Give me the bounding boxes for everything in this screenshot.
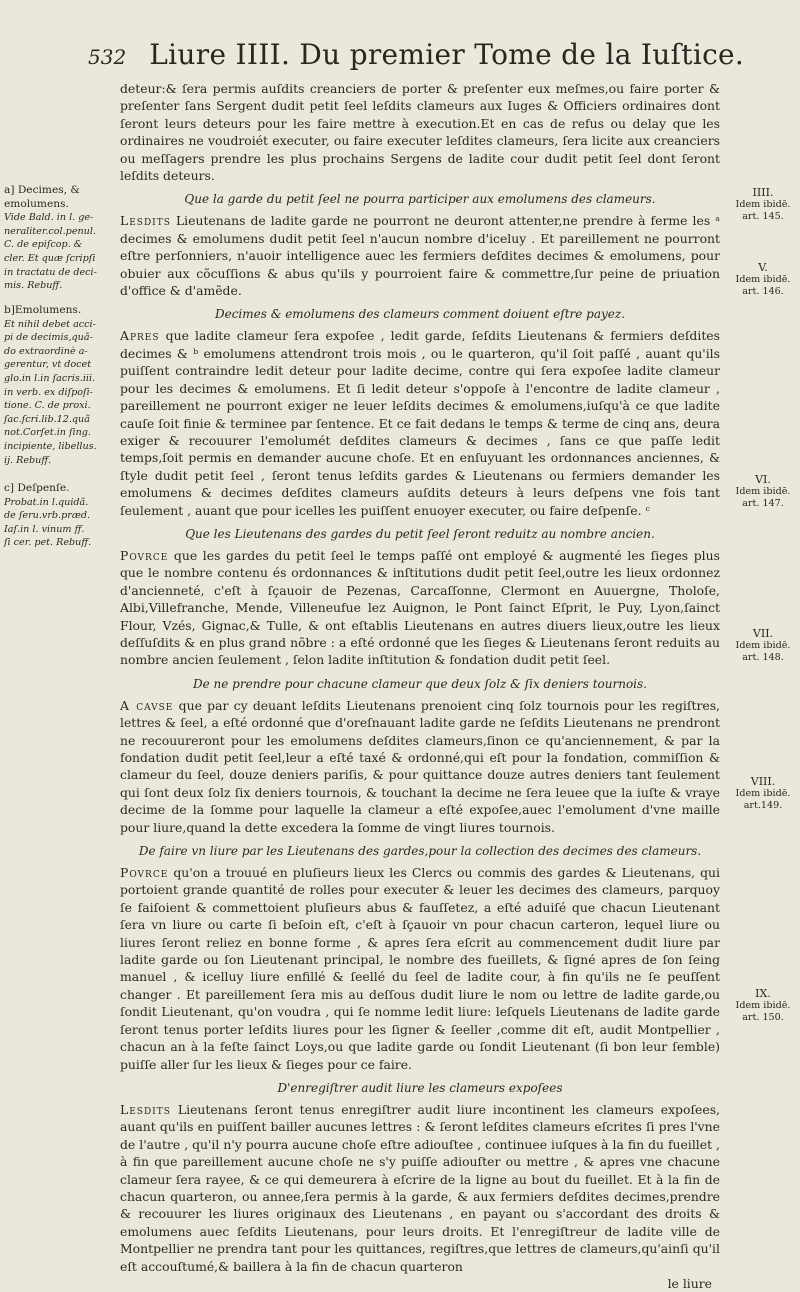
note-line: ſac.ſcri.lib.12.quã	[4, 413, 90, 425]
note-line: ſi cer. pet. Rebuff.	[4, 537, 92, 549]
paragraph	[120, 212, 720, 299]
note-line: in tractatu de deci-	[4, 266, 97, 278]
article-id: art. 146.	[742, 286, 784, 297]
article-number: VIII.	[750, 775, 776, 788]
section-heading: De faire vn liure par les Lieutenans des gardes,pour la collection des decimes des clameurs.	[138, 844, 702, 859]
note-line: de ſeru.vrb.præd.	[4, 510, 91, 522]
initial-word: Apres	[120, 328, 160, 344]
note-line: Et nihil debet acci-	[4, 318, 96, 330]
initial-word: Povrce	[120, 547, 169, 563]
folio-number: 532	[88, 45, 127, 69]
article-id: art. 145.	[742, 211, 784, 222]
paragraph-text: Lieutenans de ladite garde ne pourront ne deuront attenter,ne prendre à ferme les ᵃ decimes & emolumens dudit petit ſeel n'aucun nombre d'iceluy . Et pareillement ne pourront eſtre perſonniers, n'auoir intelligence auec les fermiers deſdites decimes & emolumens, pour obuier aux cõcuſſions & abus qu'ils y pourroient faire & commettre,ſur peine de priuation d'office & d'amẽde.	[120, 213, 720, 299]
article-reference	[732, 262, 794, 298]
note-line: gerentur, vt docet	[4, 359, 92, 371]
note-line: do extraordinè a-	[4, 345, 88, 357]
article-number: VII.	[752, 627, 774, 640]
note-line: C. de epiſcop. &	[4, 239, 83, 251]
paragraph-intro: deteur:& ſera permis auſdits creanciers de porter & preſenter eux meſmes,ou faire porter & preſenter ſans Sergent dudit petit ſeel leſdits clameurs aux Iuges & Officiers ordinaires dont ſeront leurs deteurs pour les faire mettre à execution.Et en cas de refus ou delay que les ordinaires ne voudroiét executer, ou faire executer leſdites clameurs, ſera licite aux creanciers ou meſſagers prendre les plus prochains Sergens de ladite cour dudit petit ſeel dont ſeront leſdits deteurs.	[120, 81, 720, 184]
page-header	[88, 38, 745, 78]
margin-note-a	[4, 184, 116, 293]
note-line: cler. Et quæ ſcripſi	[4, 252, 96, 264]
paragraph	[120, 864, 720, 1073]
note-line: c] Deſpenſe.	[4, 482, 70, 494]
article-id: art. 150.	[742, 1012, 784, 1023]
initial-word: Povrce	[120, 865, 169, 881]
note-line: pi de decimis,quã-	[4, 332, 93, 344]
note-line: glo.in l.in ſacris.iii.	[4, 372, 96, 384]
article-number: V.	[758, 261, 768, 274]
note-line: Vide Bald. in l. ge-	[4, 212, 94, 224]
note-line: neraliter.col.penul.	[4, 225, 96, 237]
main-text	[120, 80, 720, 1292]
paragraph	[120, 697, 720, 836]
article-reference	[732, 187, 794, 223]
note-line: not.Corſet.in ſing.	[4, 427, 91, 439]
note-line: a] Decimes, &	[4, 184, 80, 196]
note-line: ij. Rebuff.	[4, 454, 52, 466]
article-number: IX.	[755, 987, 771, 1000]
running-head: Liure IIII. Du premier Tome de la Iuſtice.	[149, 38, 745, 71]
note-line: emolumens.	[4, 197, 69, 210]
paragraph-text: que par cy deuant leſdits Lieutenans prenoient cinq ſolz tournois pour les regiſtres, lettres & ſeel, a eſté ordonné que d'oreſnauant ladite garde ne ſeſdits Lieutenans ne prendront ne recouureront pour les emolumens deſdites clameurs,ſinon ce qu'anciennement, & par la fondation dudit petit ſeel,leur a eſté taxé & ordonné,qui eſt pour la fondation, commiſſion & clameur du ſeel, douze deniers pariſis, & pour quittance douze autres deniers tant ſeulement qui ſont deux ſolz ſix deniers tournois, & touchant la decime ne ſera leuee que la iuſte & vraye decime de la ſomme pour laquelle la clameur a eſté expoſee,auec l'emolument d'vne maille pour liure,quand la dette excedera la ſomme de vingt liures tournois.	[120, 697, 720, 835]
section-heading: D'enregiſtrer audit liure les clameurs expoſees	[277, 1080, 563, 1095]
section-heading: Que les Lieutenans des gardes du petit ſeel ſeront reduitz au nombre ancien.	[185, 526, 655, 541]
initial-word: A cavse	[120, 697, 174, 713]
article-number: VI.	[755, 473, 771, 486]
margin-note-b	[4, 304, 116, 467]
paragraph	[120, 547, 720, 669]
note-line: mis. Rebuff.	[4, 280, 63, 292]
note-line: Iaſ.in l. vinum ff.	[4, 523, 85, 535]
article-source: Idem ibidē.	[735, 1000, 791, 1011]
article-source: Idem ibidē.	[735, 199, 791, 210]
article-number: IIII.	[752, 186, 774, 199]
note-line: Probat.in l.quidã.	[4, 496, 89, 508]
article-id: art. 148.	[742, 652, 784, 663]
note-line: incipiente, libellus.	[4, 440, 97, 452]
section-heading: Que la garde du petit ſeel ne pourra participer aux emolumens des clameurs.	[184, 192, 656, 207]
article-reference	[732, 474, 794, 510]
section-heading: De ne prendre pour chacune clameur que deux ſolz & ſix deniers tournois.	[193, 676, 647, 691]
section-heading: Decimes & emolumens des clameurs comment doiuent eſtre payez.	[214, 307, 626, 322]
article-reference	[732, 776, 794, 812]
article-source: Idem ibidē.	[735, 274, 791, 285]
paragraph	[120, 327, 720, 518]
paragraph	[120, 1101, 720, 1275]
article-source: Idem ibidē.	[735, 486, 791, 497]
initial-word: Lesdits	[120, 213, 171, 229]
paragraph-text: que ladite clameur ſera expoſee , ledit garde, ſeſdits Lieutenans & fermiers deſdites decimes & ᵇ emolumens attendront trois mois , ou le quarteron, qu'il ſoit paſſé , auant qu'ils puiſſent contraindre ledit deteur pour ladite decime, contre qui ſera expoſee ladite clameur pour les decimes & emolumens. Et ſi ledit deteur s'oppoſe à l'encontre de ladite clameur , pareillement ne pourront exiger ne leuer leſdits decimes & emolumens,iuſqu'à ce que ladite cauſe ſoit finie & terminee par ſentence. Et ce fait dedans le temps & terme de cinq ans, deura exiger & recouurer l'emolumét deſdites clameurs & decimes , ſans ce que paſſe ledit temps,ſoit permis en demander aucune choſe. Et en enſuyuant les ordonnances anciennes, & ſtyle dudit petit ſeel , ſeront tenus leſdits gardes & Lieutenans ou fermiers demander les emolumens & decimes deſdites clameurs auſdits deteurs à leurs deſpens vne fois tant ſeulement , auant que pour icelles les puiſſent enuoyer executer, ou faire deſpenſe. ᶜ	[120, 328, 720, 518]
article-id: art. 147.	[742, 498, 784, 509]
paragraph-text: qu'on a trouué en pluſieurs lieux les Clercs ou commis des gardes & Lieutenans, qui portoient grande quantité de rolles pour executer & leuer les decimes des clameurs, parquoy ſe faiſoient & commettoient pluſieurs abus & fauſſetez, a eſté aduiſé que chacun Lieutenant ſera vn liure ou carte ſi beſoin eſt, c'eſt à ſçauoir vn pour chacun carteron, lequel liure ou liures ſeront reliez en bonne forme , & apres ſera eſcrit au commencement dudit liure par ladite garde ou ſon Lieutenant principal, le nombre des fueillets, & ſigné apres de ſon ſeing manuel , & icelluy liure enfillé & ſeellé du ſeel de ladite cour, à fin qu'ils ne ſe peuſſent changer . Et pareillement ſera mis au deſſous dudit liure le nom ou lettre de ladite garde,ou ſondit Lieutenant, qu'on voudra , qui ſe nomme ledit liure: leſquels Lieutenans de ladite garde ſeront tenus porter leſdits liures pour les ſigner & ſeeller ,comme dit eſt, audit Montpellier , chacun an à la feſte ſainct Loys,ou que ladite garde ou ſondit Lieutenant (ſi bon leur ſemble) puiſſe aller ſur les lieux & ſieges pour ce faire.	[120, 865, 720, 1072]
article-source: Idem ibidē.	[735, 788, 791, 799]
article-reference	[732, 988, 794, 1024]
initial-word: Lesdits	[120, 1101, 171, 1117]
paragraph-text: que les gardes du petit ſeel le temps paſſé ont employé & augmenté les ſieges plus que le nombre contenu és ordonnances & inſtitutions dudit petit ſeel,outre les lieux ordonnez d'ancienneté, c'eſt à ſçauoir de Pezenas, Carcaſſonne, Clermont en Auuergne, Tholoſe, Albi,Villefranche, Mende, Villeneufue lez Auignon, le Pont ſainct Eſprit, le Puy, Lyon,ſainct Flour, Vzés, Gignac,& Tulle, & ont eſtablis Lieutenans en autres diuers lieux,outre les lieux deſſuſdits & en plus grand nõbre : a eſté ordonné que les ſieges & Lieutenans ſeront reduits au nombre ancien ſeulement , ſelon ladite inſtitution & fondation dudit petit ſeel.	[120, 547, 720, 668]
paragraph-text: Lieutenans ſeront tenus enregiſtrer audit liure incontinent les clameurs expoſees, auant qu'ils en puiſſent bailler aucunes lettres : & ſeront leſdites clameurs eſcrites ſi pres l'vne de l'autre , qu'il n'y pourra aucune choſe eſtre adiouſtee , continuee iuſques à la fin du fueillet , à fin que pareillement aucune choſe ne s'y puiſſe adiouſter ou mettre , & apres vne chacune clameur ſera rayee, & ce qui demeurera à eſcrire de la ligne au bout du fueillet. Et à la fin de chacun quarteron, ou annee,ſera permis à la garde, & aux fermiers deſdites decimes,prendre & recouurer les liures originaux des Lieutenans , en payant ou s'accordant des droits & emolumens auec ſeſdits Lieutenans, pour leurs droits. Et l'enregiſtreur de ladite ville de Montpellier ne prendra tant pour les quittances, regiſtres,que lettres de clameurs,qu'ainſi qu'il eſt accouſtumé,& baillera à la fin de chacun quarteron	[120, 1101, 720, 1274]
note-line: in verb. ex diſpoſi-	[4, 386, 93, 398]
article-id: art.149.	[743, 800, 783, 811]
note-line: b]Emolumens.	[4, 304, 82, 316]
article-source: Idem ibidē.	[735, 640, 791, 651]
note-line: tione. C. de proxi.	[4, 400, 91, 412]
margin-note-c	[4, 482, 116, 550]
article-reference	[732, 628, 794, 664]
catchword: le liure	[667, 1275, 712, 1291]
